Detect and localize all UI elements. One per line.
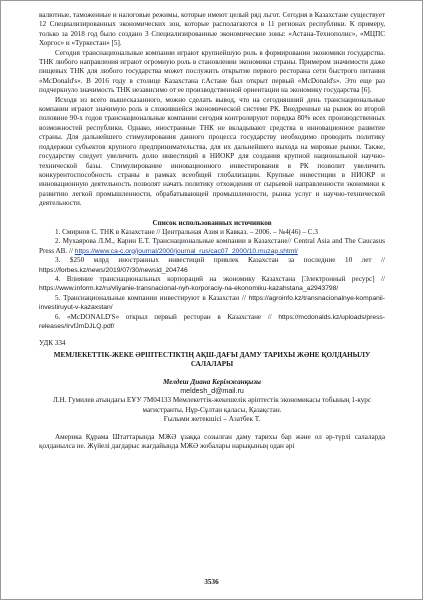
- udk-code: УДК 334: [39, 339, 66, 348]
- reference-text: 4. Влияние транснациональных корпораций на экономику Казахстана [Электронный ресурс] //: [55, 274, 385, 283]
- reference-text: 6. «McDONALD'S» открыл первый ресторан в Казахстане //: [55, 312, 272, 321]
- reference-text: 1. Смирнов С. ТНК в Казахстане // Центральная Азия и Кавказ. – 2006. – №4(46) – С.3: [55, 227, 318, 236]
- page-content: [39, 11, 385, 451]
- reference-item: [39, 228, 385, 237]
- author-name: Мелдеш Диана Керімжанқызы: [163, 377, 261, 386]
- supervisor: Ғылыми жетекшісі – Азатбек Т.: [163, 415, 261, 424]
- reference-link[interactable]: https://mcdonalds.kz/uploads/press-releases/IrvfJmDJLQ.pdf/: [39, 313, 385, 330]
- body-paragraph: Сегодня транснациональные компании играют крупнейшую роль в формировании экономики государства. ТНК любого направления играют огромную роль в становлении экономики страны. Примером значимости даже пищевых ТНК для любого государства может послужить открытие первого ресторана сети быстрого питания «McDonald's». В 2016 году в столице Казахстана г.Астане был открыт первый «McDonald's». Это еще раз подчеркнуло значимость ТНК независимо от ее производственной ориентации на экономику государства [6].: [39, 48, 385, 95]
- reference-text: 2. Мухаярова Л.М., Карин Е.Т. Транснациональные компании в Казахстане// Central Asia and The Caucasus Press AB. //: [39, 237, 385, 255]
- reference-link[interactable]: https://www.ca-c.org/journal/2000/journal_rus/cac07_2000/10.muzap.shtml/: [74, 247, 298, 255]
- abstract-paragraph: Америка Құрама Штаттарында МЖӘ ұзаққа созылған даму тарихы бар және ол әр-түрлі салаларда қолданылса не. Жүйелі дағдарыс жағдайында МЖӘ жобалары нарықының одан әрі: [39, 432, 385, 451]
- article-title: МЕМЛЕКЕТТІК-ЖЕКЕ ӘРІПТЕСТІКТІҢ АҚШ-ДАҒЫ ДАМУ ТАРИХЫ ЖӘНЕ ҚОЛДАНЫЛУ САЛАЛАРЫ: [53, 350, 371, 369]
- reference-item: [39, 294, 385, 313]
- page-number: 3536: [204, 578, 219, 586]
- reference-text: 3. $250 млрд иностранных инвестиций привлек Казахстан за последние 10 лет //: [55, 256, 385, 265]
- references-title: Список использованных источников: [152, 218, 272, 227]
- body-paragraph: Исходя из всего вышесказанного, можно сделать вывод, что на сегодняшний день транснациональные компании играют значимую роль в сложившейся экономической системе РК. Внедренные на рынок во второй половине 90-х годов транснациональные компании сегодня контролируют порядка 80% всех производственных возможностей республики. Однако, иностранные ТНК не вкладывают средства в инновационное развитие страны. Для дальнейшего стимулирования данного процесса государству необходимо проводить политику поддержки субъектов крупного предпринимательства, для их дальнейшего выхода на мировые рынки. Также, государству следует увеличить долю инвестиций в НИОКР для создания крупной национальной научно-технической базы. Стимулирование инновационного инвестирования в РК позволит увеличить конкурентоспособность страны в рамках всеобщей глобализации. Крупные инвестиции в НИОКР и инновационную деятельность позволят начать политику отхождения от сырьевой направленности экономики к развитию легкой промышленности, обрабатывающей промышленности, рынка услуг и научно-технической деятельности.: [39, 95, 385, 208]
- references-list: [39, 228, 385, 331]
- reference-item: [39, 313, 385, 332]
- reference-text: 5. Транснациональные компании инвестируют в Казахстан //: [55, 293, 246, 302]
- reference-item: [39, 237, 385, 256]
- reference-item: [39, 256, 385, 275]
- reference-link[interactable]: https://forbes.kz/news/2019/07/30/newsid_204746: [39, 266, 188, 274]
- reference-item: [39, 275, 385, 294]
- body-paragraph: валютные, таможенные и налоговые режимы, которые имеют целый ряд льгот. Сегодня в Казахстане существует 12 Специализированных экономических зон, которые располагаются в 11 регионах республики. К примеру, только за 2018 год было создано 3 Специализированные экономические зоны: «Астана-Технополис», «МЦПС Хоргос» и «Туркестан» [5].: [39, 11, 385, 48]
- author-affiliation: Л.Н. Гумилев атындағы ЕҰУ 7М04133 Мемлекеттік-жекешелік әріптестік экономикасы тобының 1-курс магистранты, Нұр-Сұлтан қаласы, Қазақстан.: [52, 396, 372, 414]
- author-email[interactable]: meldesh_d@mail.ru: [180, 387, 244, 396]
- reference-link[interactable]: https://agroinfo.kz/transnacionalnye-kompanii-investiruyut-v-kazaxstan/: [39, 294, 385, 312]
- reference-link[interactable]: https://www.inform.kz/ru/vliyanie-transnacional-nyh-korporaciy-na-ekonomiku-kazahstana_a2943798/: [39, 285, 339, 293]
